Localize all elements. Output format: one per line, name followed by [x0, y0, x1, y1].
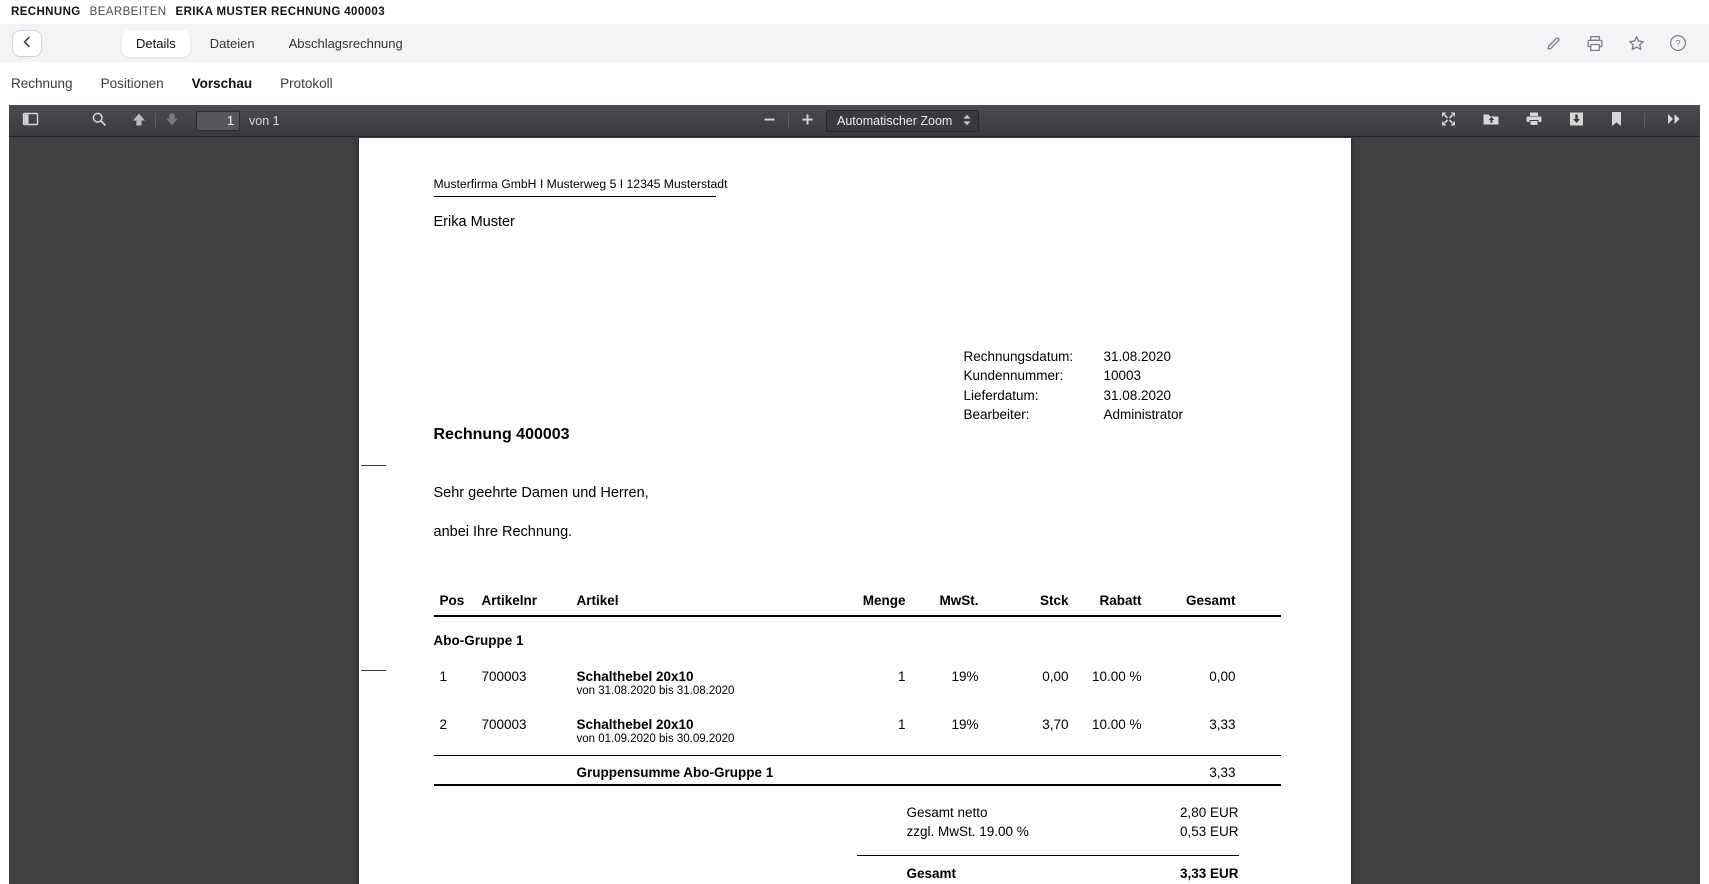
col-header-rabatt: Rabatt	[1099, 593, 1142, 608]
download-button[interactable]	[1564, 108, 1589, 133]
total-label: Gesamt netto	[906, 805, 988, 820]
tabs	[122, 30, 417, 57]
meta-value: 31.08.2020	[1103, 387, 1172, 403]
favorite-star-icon[interactable]	[1628, 35, 1645, 52]
tools-menu-button[interactable]	[1662, 109, 1686, 132]
total-label: zzgl. MwSt. 19.00 %	[906, 824, 1029, 839]
printer-icon	[1525, 111, 1543, 130]
grand-total-row	[857, 855, 1239, 881]
subtab-protokoll[interactable]: Protokoll	[280, 76, 333, 91]
bookmark-icon	[1610, 111, 1623, 130]
col-header-menge: Menge	[862, 593, 906, 608]
zoom-scale-select[interactable]	[826, 110, 979, 132]
breadcrumb-section: RECHNUNG	[11, 6, 81, 18]
col-header-gesamt: Gesamt	[1185, 593, 1236, 608]
subtab-bar	[0, 62, 1709, 105]
bookmark-button[interactable]	[1606, 108, 1627, 133]
presentation-mode-icon	[1440, 111, 1457, 130]
group-sum-row	[434, 755, 1281, 786]
invoice-meta	[964, 349, 1184, 426]
article-name: Schalthebel 20x10	[576, 717, 694, 732]
table-row	[434, 717, 1281, 745]
salutation: Sehr geehrte Damen und Herren,	[433, 485, 649, 501]
cell-stck: 3,70	[1042, 717, 1069, 732]
cell-artikelnr: 700003	[481, 669, 527, 684]
col-header-mwst: MwSt.	[939, 593, 979, 608]
zoom-out-icon	[763, 113, 776, 129]
sidebar-toggle-icon	[22, 111, 39, 130]
sender-address-line: Musterfirma GmbH I Musterweg 5 I 12345 Musterstadt	[434, 177, 716, 197]
pdf-content-area[interactable]	[9, 137, 1700, 884]
invoice-title: Rechnung 400003	[433, 426, 570, 443]
subtab-rechnung[interactable]: Rechnung	[11, 76, 73, 91]
meta-label: Bearbeiter:	[963, 406, 1030, 422]
grand-total-label: Gesamt	[906, 866, 957, 881]
search-icon	[91, 111, 107, 130]
page-up-icon	[131, 112, 147, 130]
cell-stck: 0,00	[1042, 669, 1069, 684]
cell-artikel	[577, 717, 786, 745]
select-arrows-icon	[962, 113, 972, 130]
body-line: anbei Ihre Rechnung.	[433, 524, 573, 540]
page-count-label: von 1	[249, 113, 280, 128]
article-period: von 01.09.2020 bis 30.09.2020	[576, 733, 735, 745]
cell-pos: 2	[439, 717, 448, 732]
total-value: 0,53 EUR	[1179, 824, 1239, 839]
cell-menge: 1	[897, 669, 906, 684]
zoom-in-icon	[801, 113, 814, 129]
grand-total-value: 3,33 EUR	[1179, 866, 1239, 881]
subtab-vorschau[interactable]: Vorschau	[191, 76, 253, 91]
cell-mwst: 19%	[951, 717, 979, 732]
group-header: Abo-Gruppe 1	[433, 633, 524, 648]
table-row	[434, 669, 1281, 697]
print-document-button[interactable]	[1521, 108, 1547, 133]
zoom-in-button[interactable]	[797, 110, 818, 132]
pdf-viewer	[9, 105, 1700, 884]
positions-table	[434, 593, 1281, 884]
group-sum-value: 3,33	[1209, 765, 1236, 780]
search-button[interactable]	[87, 108, 111, 133]
total-value: 2,80 EUR	[1179, 805, 1239, 820]
cell-menge: 1	[897, 717, 906, 732]
tab-details[interactable]: Details	[122, 30, 190, 57]
meta-label: Lieferdatum:	[963, 387, 1039, 403]
cell-gesamt: 0,00	[1209, 669, 1236, 684]
tab-bar	[0, 24, 1709, 62]
breadcrumb-title: ERIKA MUSTER RECHNUNG 400003	[175, 6, 386, 18]
cell-artikelnr: 700003	[481, 717, 527, 732]
open-file-icon	[1482, 111, 1500, 130]
cell-rabatt: 10.00 %	[1091, 669, 1142, 684]
total-net-row	[857, 805, 1239, 824]
fold-mark	[361, 670, 386, 671]
article-period: von 31.08.2020 bis 31.08.2020	[576, 685, 735, 697]
download-icon	[1568, 111, 1585, 130]
col-header-pos: Pos	[439, 593, 465, 608]
zoom-out-button[interactable]	[759, 110, 780, 132]
tab-dateien[interactable]: Dateien	[209, 35, 255, 51]
pdf-toolbar	[9, 105, 1700, 137]
cell-pos: 1	[439, 669, 448, 684]
group-sum-label: Gruppensumme Abo-Gruppe 1	[576, 765, 774, 780]
zoom-scale-value: Automatischer Zoom	[837, 114, 953, 128]
col-header-stck: Stck	[1039, 593, 1069, 608]
meta-value: 10003	[1103, 368, 1142, 384]
breadcrumb-action: BEARBEITEN	[89, 6, 167, 18]
col-header-artikel: Artikel	[576, 593, 619, 608]
svg-text:?: ?	[1675, 38, 1681, 50]
subtab-positionen[interactable]: Positionen	[100, 76, 164, 91]
table-header-row	[434, 593, 1281, 617]
print-icon[interactable]	[1586, 35, 1604, 52]
presentation-mode-button[interactable]	[1436, 108, 1461, 133]
open-file-button[interactable]	[1478, 108, 1504, 133]
breadcrumb	[0, 0, 1709, 24]
edit-icon[interactable]	[1545, 35, 1562, 52]
col-header-artikelnr: Artikelnr	[481, 593, 538, 608]
tools-menu-icon	[1666, 112, 1682, 129]
chevron-left-icon	[22, 36, 32, 51]
fold-mark	[361, 465, 386, 466]
page-down-icon	[164, 112, 180, 130]
meta-label: Rechnungsdatum:	[963, 349, 1074, 364]
cell-gesamt: 3,33	[1209, 717, 1236, 732]
meta-value: Administrator	[1103, 406, 1184, 422]
invoice-page	[359, 138, 1351, 884]
page-number-input[interactable]	[196, 111, 240, 131]
cell-artikel	[577, 669, 786, 697]
article-name: Schalthebel 20x10	[576, 669, 694, 684]
next-page-button[interactable]	[160, 109, 184, 133]
meta-value: 31.08.2020	[1103, 349, 1172, 364]
help-icon[interactable]	[1669, 34, 1687, 52]
total-vat-row	[857, 824, 1239, 843]
recipient-name: Erika Muster	[433, 214, 515, 230]
back-button[interactable]	[12, 30, 42, 57]
totals-block	[857, 805, 1239, 884]
cell-mwst: 19%	[951, 669, 979, 684]
previous-page-button[interactable]	[127, 109, 151, 133]
tab-abschlagsrechnung[interactable]: Abschlagsrechnung	[288, 35, 403, 51]
sidebar-toggle-button[interactable]	[18, 108, 43, 133]
meta-label: Kundennummer:	[963, 368, 1064, 384]
cell-rabatt: 10.00 %	[1091, 717, 1142, 732]
